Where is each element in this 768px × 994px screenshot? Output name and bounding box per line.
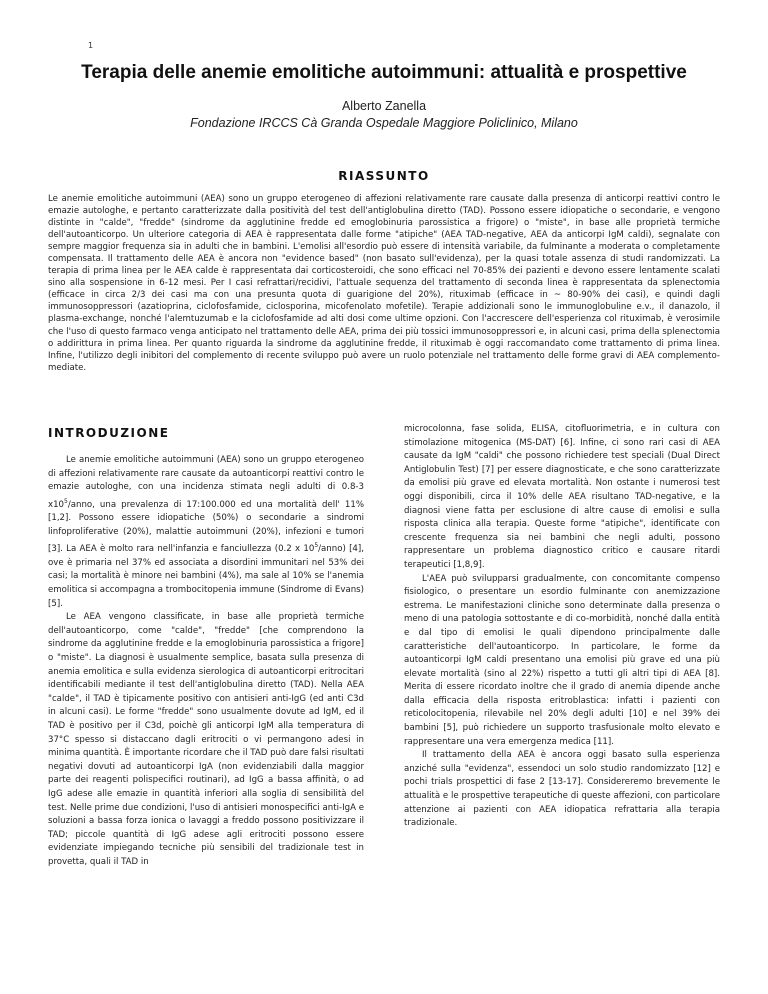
page-number: 1 (88, 41, 94, 50)
left-column (48, 426, 364, 870)
article-title: Terapia delle anemie emolitiche autoimmuni: attualità e prospettive (81, 62, 687, 83)
introduction-heading: INTRODUZIONE (48, 426, 170, 440)
intro-paragraph-4: Il trattamento della AEA è ancora oggi basato sulla esperienza anziché sulla "evidenza", essendoci un solo studio randomizzato [12] e pochi trials prospettici di fase 2 [13-17]. Considereremo brevemente le attualità e le prospettive terapeutiche di queste affezioni, con particolare attenzione ai pazienti con AEA idiopatica refrattaria alla terapia tradizionale. (404, 750, 720, 829)
intro-paragraph-2-continued: microcolonna, fase solida, ELISA, citofluorimetria, e in cultura con stimolazione mitogenica (MS-DAT) [6]. Infine, ci sono rari casi di AEA causate da IgM "caldi" che possono richiedere test speciali (Dual Direct Antiglobulin Test) [7] per essere diagnosticate, e che sono caratterizzate da emolisi più grave ed elevata mortalità. Non ostante i numerosi test oggi disponibili, circa il 10% delle AEA risultano TAD-negative, e la diagnosi viene fatta per esclusione di altre cause di emolisi e sulla risposta clinica alla terapia. Queste forme "atipiche", identificate con crescente frequenza sia nei bambini che negli adulti, possono rappresentare un problema diagnostico critico e causare ritardi terapeutici [1,8,9]. (404, 424, 720, 570)
abstract-text: Le anemie emolitiche autoimmuni (AEA) sono un gruppo eterogeneo di affezioni relativamente rare causate dalla presenza di anticorpi reattivi contro le emazie autologhe, e pertanto caratterizzate dalla positività del test dell'antiglobulina diretto (TAD). Possono essere idiopatiche o secondarie, e vengono distinte in "calde", "fredde" (sindrome da agglutinine fredde ed emoglobinuria parossistica a frigore) o "miste", in base alle proprietà termiche dell'autoanticorpo. Un ulteriore categoria di AEA è rappresentata dalle forme "atipiche" (AEA TAD-negative, AEA da anticorpi IgM caldi), segnalate con sempre maggior frequenza sia in adulti che in bambini. L'emolisi all'esordio può essere di intensità variabile, da fulminante a moderata o completamente compensata. Il trattamento delle AEA è ancora non "evidence based" (non basato sull'evidenza), per la quasi totale assenza di studi randomizzati. La terapia di prima linea per le AEA calde è rappresentata dai corticosteroidi, che sono efficaci nel 70-85% dei pazienti e devono essere lentamente scalati sino alla sospensione in 6-12 mesi. Per I casi refrattari/recidivi, l'attuale sequenza del trattamento di seconda linea è rappresentata da splenectomia (efficace in circa 2/3 dei casi ma con una presunta quota di guarigione del 20%), rituximab (efficace in ~ 80-90% dei casi), e quindi dagli immunosoppressori (azatioprina, ciclofosfamide, ciclosporina, micofenolato mofetile). Terapie addizionali sono le immunoglobuline e.v., il danazolo, il plasma-exchange, nonché l'alemtuzumab e la ciclofosfamide ad alti dosi come ultime opzioni. Con l'accrescere dell'esperienza col rituximab, è verosimile che l'uso di questo farmaco venga anticipato nel trattamento delle AEA, prima dei più tossici immunosoppressori e, in alcuni casi, prima della splenectomia o addirittura in prima linea. Per quanto riguarda la sindrome da agglutinine fredde, il rituximab è oggi raccomandato come trattamento di prima linea. Infine, l'utilizzo degli inibitori del complemento di recente sviluppo può avere un ruolo potenziale nel trattamento delle forme gravi di AEA complemento-mediate. (48, 194, 720, 373)
right-column (404, 423, 720, 831)
intro-paragraph-1: Le anemie emolitiche autoimmuni (AEA) sono un gruppo eterogeneo di affezioni relativamente rare causate da autoanticorpi reattivi contro le emazie autologhe, con una incidenza stimata negli adulti di 0.8-3 $x10^5$/anno, una prevalenza di 17:100.000 ed una mortalità dell' 11% [1,2]. Possono essere idiopatiche (50%) o secondarie a sindromi linfoproliferative (20%), malattie autoimmuni (20%), infezioni e tumori [3]. La AEA è molto rara nell'infanzia e fanciullezza (0.2 x $10^5/anno$) [4], ove è primaria nel 37% ed associata a disordini immunitari nel 53% dei casi; la mortalità è minore nei bambini (4%), ma sale al 10% se l'anemia emolitica si accompagna a trombocitopenia immune (Sindrome di Evans) [5]. (48, 455, 364, 609)
abstract-heading: RIASSUNTO (338, 169, 430, 183)
author: Alberto Zanella (341, 99, 427, 113)
intro-paragraph-3: L'AEA può svilupparsi gradualmente, con concomitante compenso fisiologico, o presentare un esordio fulminante con anemizzazione estrema. Le manifestazioni cliniche sono determinate dalla presenza o meno di una patologia sottostante e di co-morbidità, nonché dalla entità e dal tipo di emolisi le quali dipendono principalmente dalle caratteristiche dell'autoanticorpo. In particolare, le forme da autoanticorpi IgM caldi presentano una emolisi più grave ed una più elevate mortalità (sino al 22%) rispetto a tutti gli altri tipi di AEA [8]. Merita di essere ricordato inoltre che il grado di anemia dipende anche dalla efficacia della risposta eritroblastica: infatti i pazienti con reticolocitopenia, rilevabile nel 20% degli adulti [10] e nel 39% dei bambini [5], può richiedere un supporto trasfusionale molto elevato e rappresentare una vera emergenza medica [11]. (404, 573, 720, 747)
intro-paragraph-2: Le AEA vengono classificate, in base alle proprietà termiche dell'autoanticorpo, come "calde", "fredde" [che comprendono la sindrome da agglutinine fredde e la emoglobinuria parossistica a frigore] o "miste". La diagnosi è usualmente semplice, basata sulla presenza di anemia emolitica e sulla evidenza sierologica di autoanticorpi eritrocitari identificabili mediante il test dell'antiglobulina diretto (TAD). Nella AEA "calde", il TAD è tipicamente positivo con antisieri anti-IgG (ed anti C3d in alcuni casi). Le forme "fredde" sono usualmente dovute ad IgM, ed il TAD è positivo per il C3d, poichè gli anticorpi IgM alla temperatura di 37°C spesso si distaccano dagli eritrociti o vi permangono adesi in minima quantità. È importante ricordare che il TAD può dare falsi risultati negativi dovuti ad autoanticorpi IgA (non evidenziabili dalla maggior parte dei reagenti polispecifici routinari), ad IgG a bassa affinità, o ad IgG adese alle emazie in quantità inferiori alla soglia di sensibilità del test. Nelle prime due condizioni, l'uso di antisieri monospecifici anti-IgA e soluzioni a bassa forza ionica o lavaggi a freddo possono positivizzare il TAD; piccole quantità di IgG adese agli eritrociti possono essere evidenziate impiegando tecniche più sensibili del tradizionale test in provetta, quali il TAD in (48, 612, 364, 867)
affiliation: Fondazione IRCCS Cà Granda Ospedale Maggiore Policlinico, Milano (190, 116, 578, 130)
